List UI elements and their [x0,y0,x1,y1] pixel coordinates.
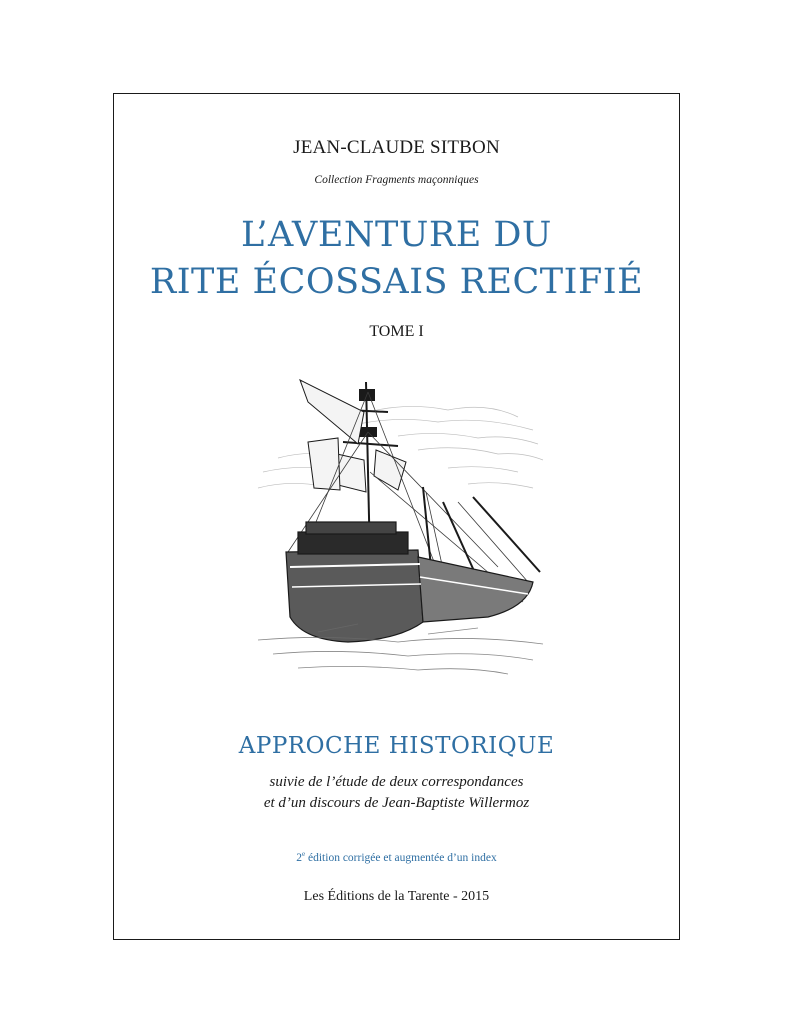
hull [286,522,533,642]
publisher: Les Éditions de la Tarente - 2015 [303,889,490,904]
book-cover [113,93,680,940]
edition-text: édition corrigée et augmentée d’un index [305,851,497,864]
edition-suffix: e [302,850,306,858]
volume-label: TOME I [369,323,424,340]
collection-name: Collection Fragments maçonniques [314,174,479,186]
edition-note [114,850,679,864]
author-name: JEAN-CLAUDE SITBON [293,137,500,158]
title-line-2: RITE ÉCOSSAIS RECTIFIÉ [149,262,644,302]
book-title [114,212,679,306]
description-line-2: et d’un discours de Jean-Baptiste Willermoz [263,795,530,811]
subtitle: APPROCHE HISTORIQUE [238,733,555,759]
ship-illustration [248,372,552,682]
description-line-1: suivie de l’étude de deux correspondances [269,774,524,790]
description [114,772,679,814]
edition-number: 2 [296,851,303,864]
sails [300,380,406,492]
title-line-1: L’AVENTURE DU [241,215,552,255]
